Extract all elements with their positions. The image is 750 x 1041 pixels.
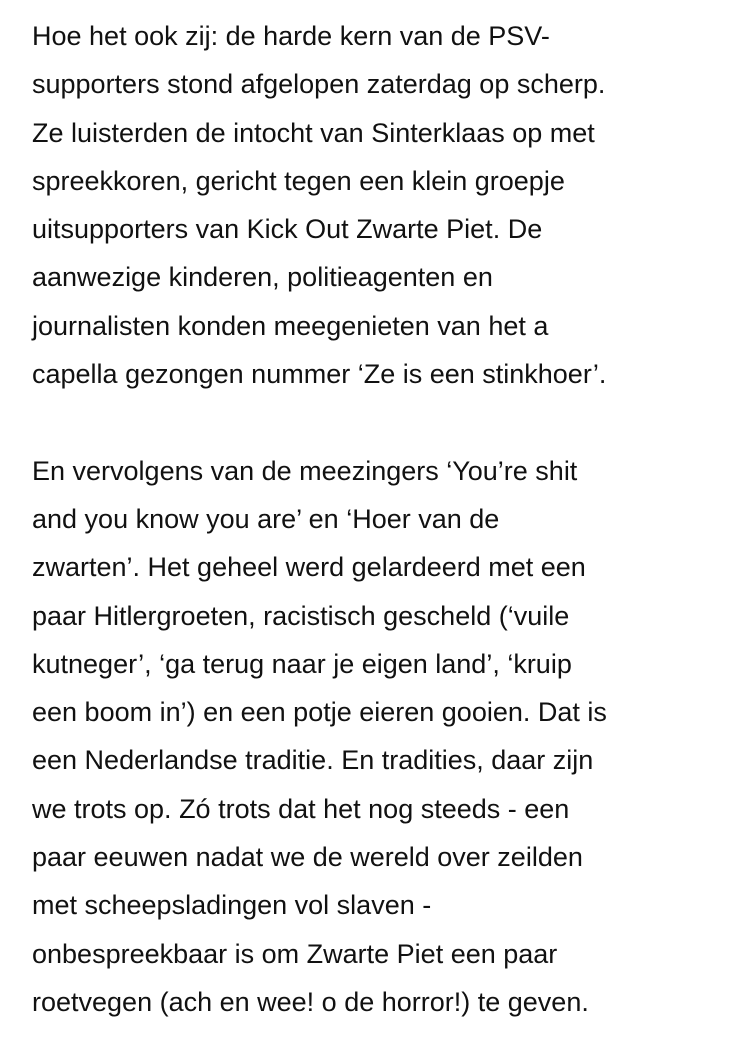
text-line: paar Hitlergroeten, racistisch gescheld (‘vuile [32,600,570,631]
text-line: and you know you are’ en ‘Hoer van de [32,503,500,534]
text-line: journalisten konden meegenieten van het a [32,310,549,341]
text-line: paar eeuwen nadat we de wereld over zeilden [32,842,583,873]
text-line: uitsupporters van Kick Out Zwarte Piet. De [32,214,543,245]
text-line: supporters stond afgelopen zaterdag op scherp. [32,69,606,100]
text-line: we trots op. Zó trots dat het nog steeds - een [32,793,570,824]
text-line: spreekkoren, gericht tegen een klein groepje [32,165,565,196]
text-line: Ze luisterden de intocht van Sinterklaas op met [32,117,595,148]
article-body [32,12,742,1026]
text-line: aanwezige kinderen, politieagenten en [32,262,493,293]
text-line: een boom in’) en een potje eieren gooien. Dat is [32,697,607,728]
paragraph-spacer [32,398,742,446]
text-line: een Nederlandse traditie. En tradities, daar zijn [32,745,594,776]
text-line: roetvegen (ach en wee! o de horror!) te geven. [32,986,589,1017]
text-line: capella gezongen nummer ‘Ze is een stinkhoer’. [32,359,607,390]
paragraph-2 [32,447,742,1027]
text-line: kutneger’, ‘ga terug naar je eigen land’, ‘kruip [32,648,572,679]
text-line: En vervolgens van de meezingers ‘You’re shit [32,455,578,486]
text-line: Hoe het ook zij: de harde kern van de PSV- [32,21,550,51]
text-line: zwarten’. Het geheel werd gelardeerd met een [32,552,586,583]
text-line: met scheepsladingen vol slaven - [32,890,432,921]
text-line: onbespreekbaar is om Zwarte Piet een paar [32,938,558,969]
paragraph-1 [32,12,742,398]
